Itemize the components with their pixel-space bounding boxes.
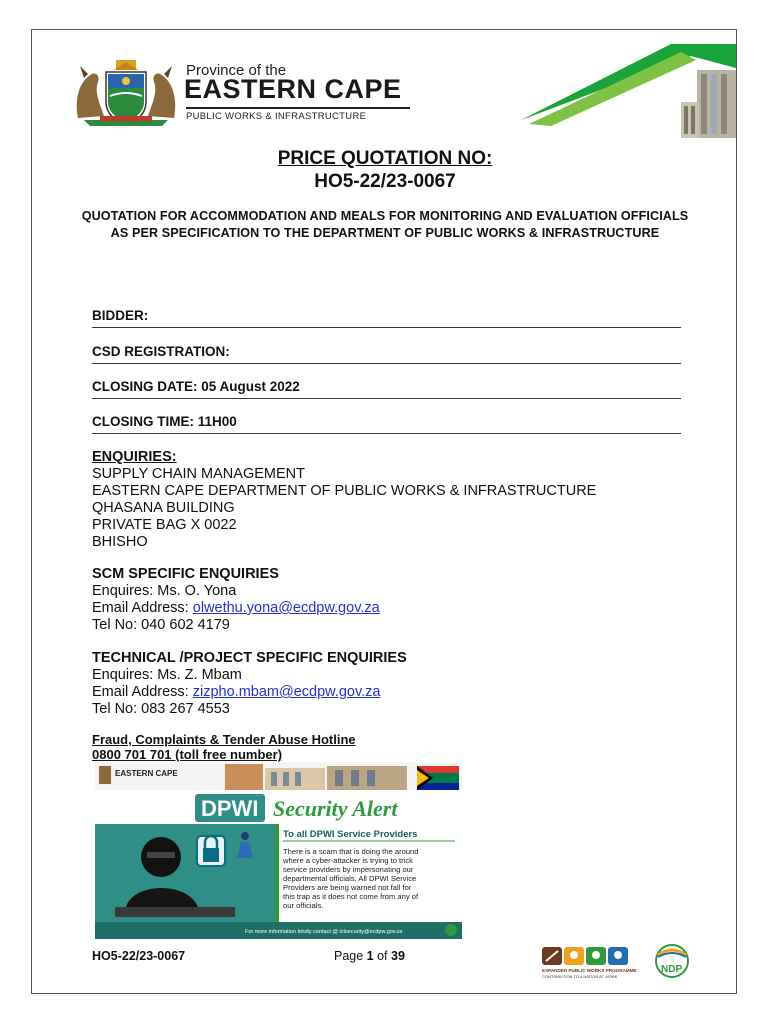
page-total: 39: [391, 949, 405, 963]
coat-of-arms-icon: [70, 58, 182, 128]
closing-time-field: CLOSING TIME: 11H00: [92, 414, 681, 434]
technical-tel: Tel No: 083 267 4553: [92, 701, 230, 717]
alert-to-all: To all DPWI Service Providers: [283, 829, 418, 840]
enquiries-line: QHASANA BUILDING: [92, 500, 235, 516]
enquiries-heading: ENQUIRIES:: [92, 449, 177, 465]
scm-enquiries-section: [92, 566, 692, 634]
csd-registration-field: CSD REGISTRATION:: [92, 344, 681, 364]
enquiries-line: EASTERN CAPE DEPARTMENT OF PUBLIC WORKS & INFRASTRUCTURE: [92, 483, 597, 499]
scm-heading: SCM SPECIFIC ENQUIRIES: [92, 566, 279, 582]
epwp-line-2: CONTRIBUTION TO A NATION AT WORK: [542, 974, 618, 979]
technical-enquiries-section: [92, 650, 692, 718]
logo-divider: [186, 107, 410, 109]
province-line-2: EASTERN CAPE: [184, 74, 402, 104]
alert-brand-small: EASTERN CAPE: [115, 769, 178, 778]
closing-date-field: CLOSING DATE: 05 August 2022: [92, 379, 681, 399]
page-number: 1: [366, 949, 374, 963]
scm-email-row: [92, 600, 692, 617]
document-page: [31, 29, 737, 994]
epwp-ndp-logos: [542, 943, 692, 983]
quotation-title: PRICE QUOTATION NO:: [277, 148, 493, 169]
padlock-icon: [197, 836, 225, 866]
fraud-hotline: [92, 732, 356, 762]
enquiries-line: SUPPLY CHAIN MANAGEMENT: [92, 466, 305, 482]
scm-tel: Tel No: 040 602 4179: [92, 617, 230, 633]
technical-contact: Enquires: Ms. Z. Mbam: [92, 667, 242, 683]
bidder-field: BIDDER:: [92, 308, 681, 328]
province-line-3: PUBLIC WORKS & INFRASTRUCTURE: [186, 111, 367, 122]
technical-heading: TECHNICAL /PROJECT SPECIFIC ENQUIRIES: [92, 650, 407, 666]
quotation-number: HO5-22/23-0067: [314, 171, 456, 192]
page-of-label: of: [373, 949, 391, 963]
ndp-text: NDP: [661, 964, 683, 975]
scm-contact: Enquires: Ms. O. Yona: [92, 583, 237, 599]
page-label: Page: [334, 949, 367, 963]
ndp-logo-icon: [656, 945, 688, 977]
alert-footer-text: For more information kindly contact @ ictsecurity@ecdpw.gov.za: [245, 929, 403, 935]
small-crest-icon: [99, 766, 111, 784]
enquiries-line: BHISHO: [92, 534, 148, 550]
south-africa-flag-icon: [417, 766, 459, 790]
province-logo: [70, 58, 415, 128]
header-building-graphic: [521, 42, 736, 138]
alert-dpwi-text: DPWI: [201, 796, 259, 821]
fraud-hotline-title: Fraud, Complaints & Tender Abuse Hotline: [92, 732, 356, 747]
footer-document-number: HO5-22/23-0067: [92, 949, 186, 963]
epwp-line-1: EXPANDED PUBLIC WORKS PROGRAMME: [542, 968, 637, 973]
technical-email-label: Email Address:: [92, 684, 193, 700]
enquiries-section: [92, 449, 692, 551]
technical-email-link[interactable]: zizpho.mbam@ecdpw.gov.za: [192, 684, 381, 700]
quotation-subtitle: QUOTATION FOR ACCOMMODATION AND MEALS FOR MONITORING AND EVALUATION OFFICIALS AS PER SPECIFICATION TO THE DEPARTMENT OF PUBLIC WORKS & INFRASTRUCTURE: [81, 209, 689, 240]
province-line-1: Province of the: [186, 62, 287, 79]
scm-email-link[interactable]: olwethu.yona@ecdpw.gov.za: [192, 600, 380, 616]
alert-body-text: There is a scam that is doing the around where a cyber-attacker is trying to trick service providers by impersonating our departmental officials. All DPWI Service Providers are being warned not fall for this trap as it does not come from any of our officials.: [283, 847, 419, 910]
epwp-logo-icon: [542, 947, 628, 965]
technical-email-row: [92, 684, 692, 701]
fraud-hotline-number: 0800 701 701 (toll free number): [92, 747, 283, 762]
enquiries-line: PRIVATE BAG X 0022: [92, 517, 237, 533]
security-alert-image: [95, 762, 462, 939]
alert-security-text: Security Alert: [273, 796, 398, 821]
footer-page-indicator: [334, 949, 405, 963]
scm-email-label: Email Address:: [92, 600, 193, 616]
